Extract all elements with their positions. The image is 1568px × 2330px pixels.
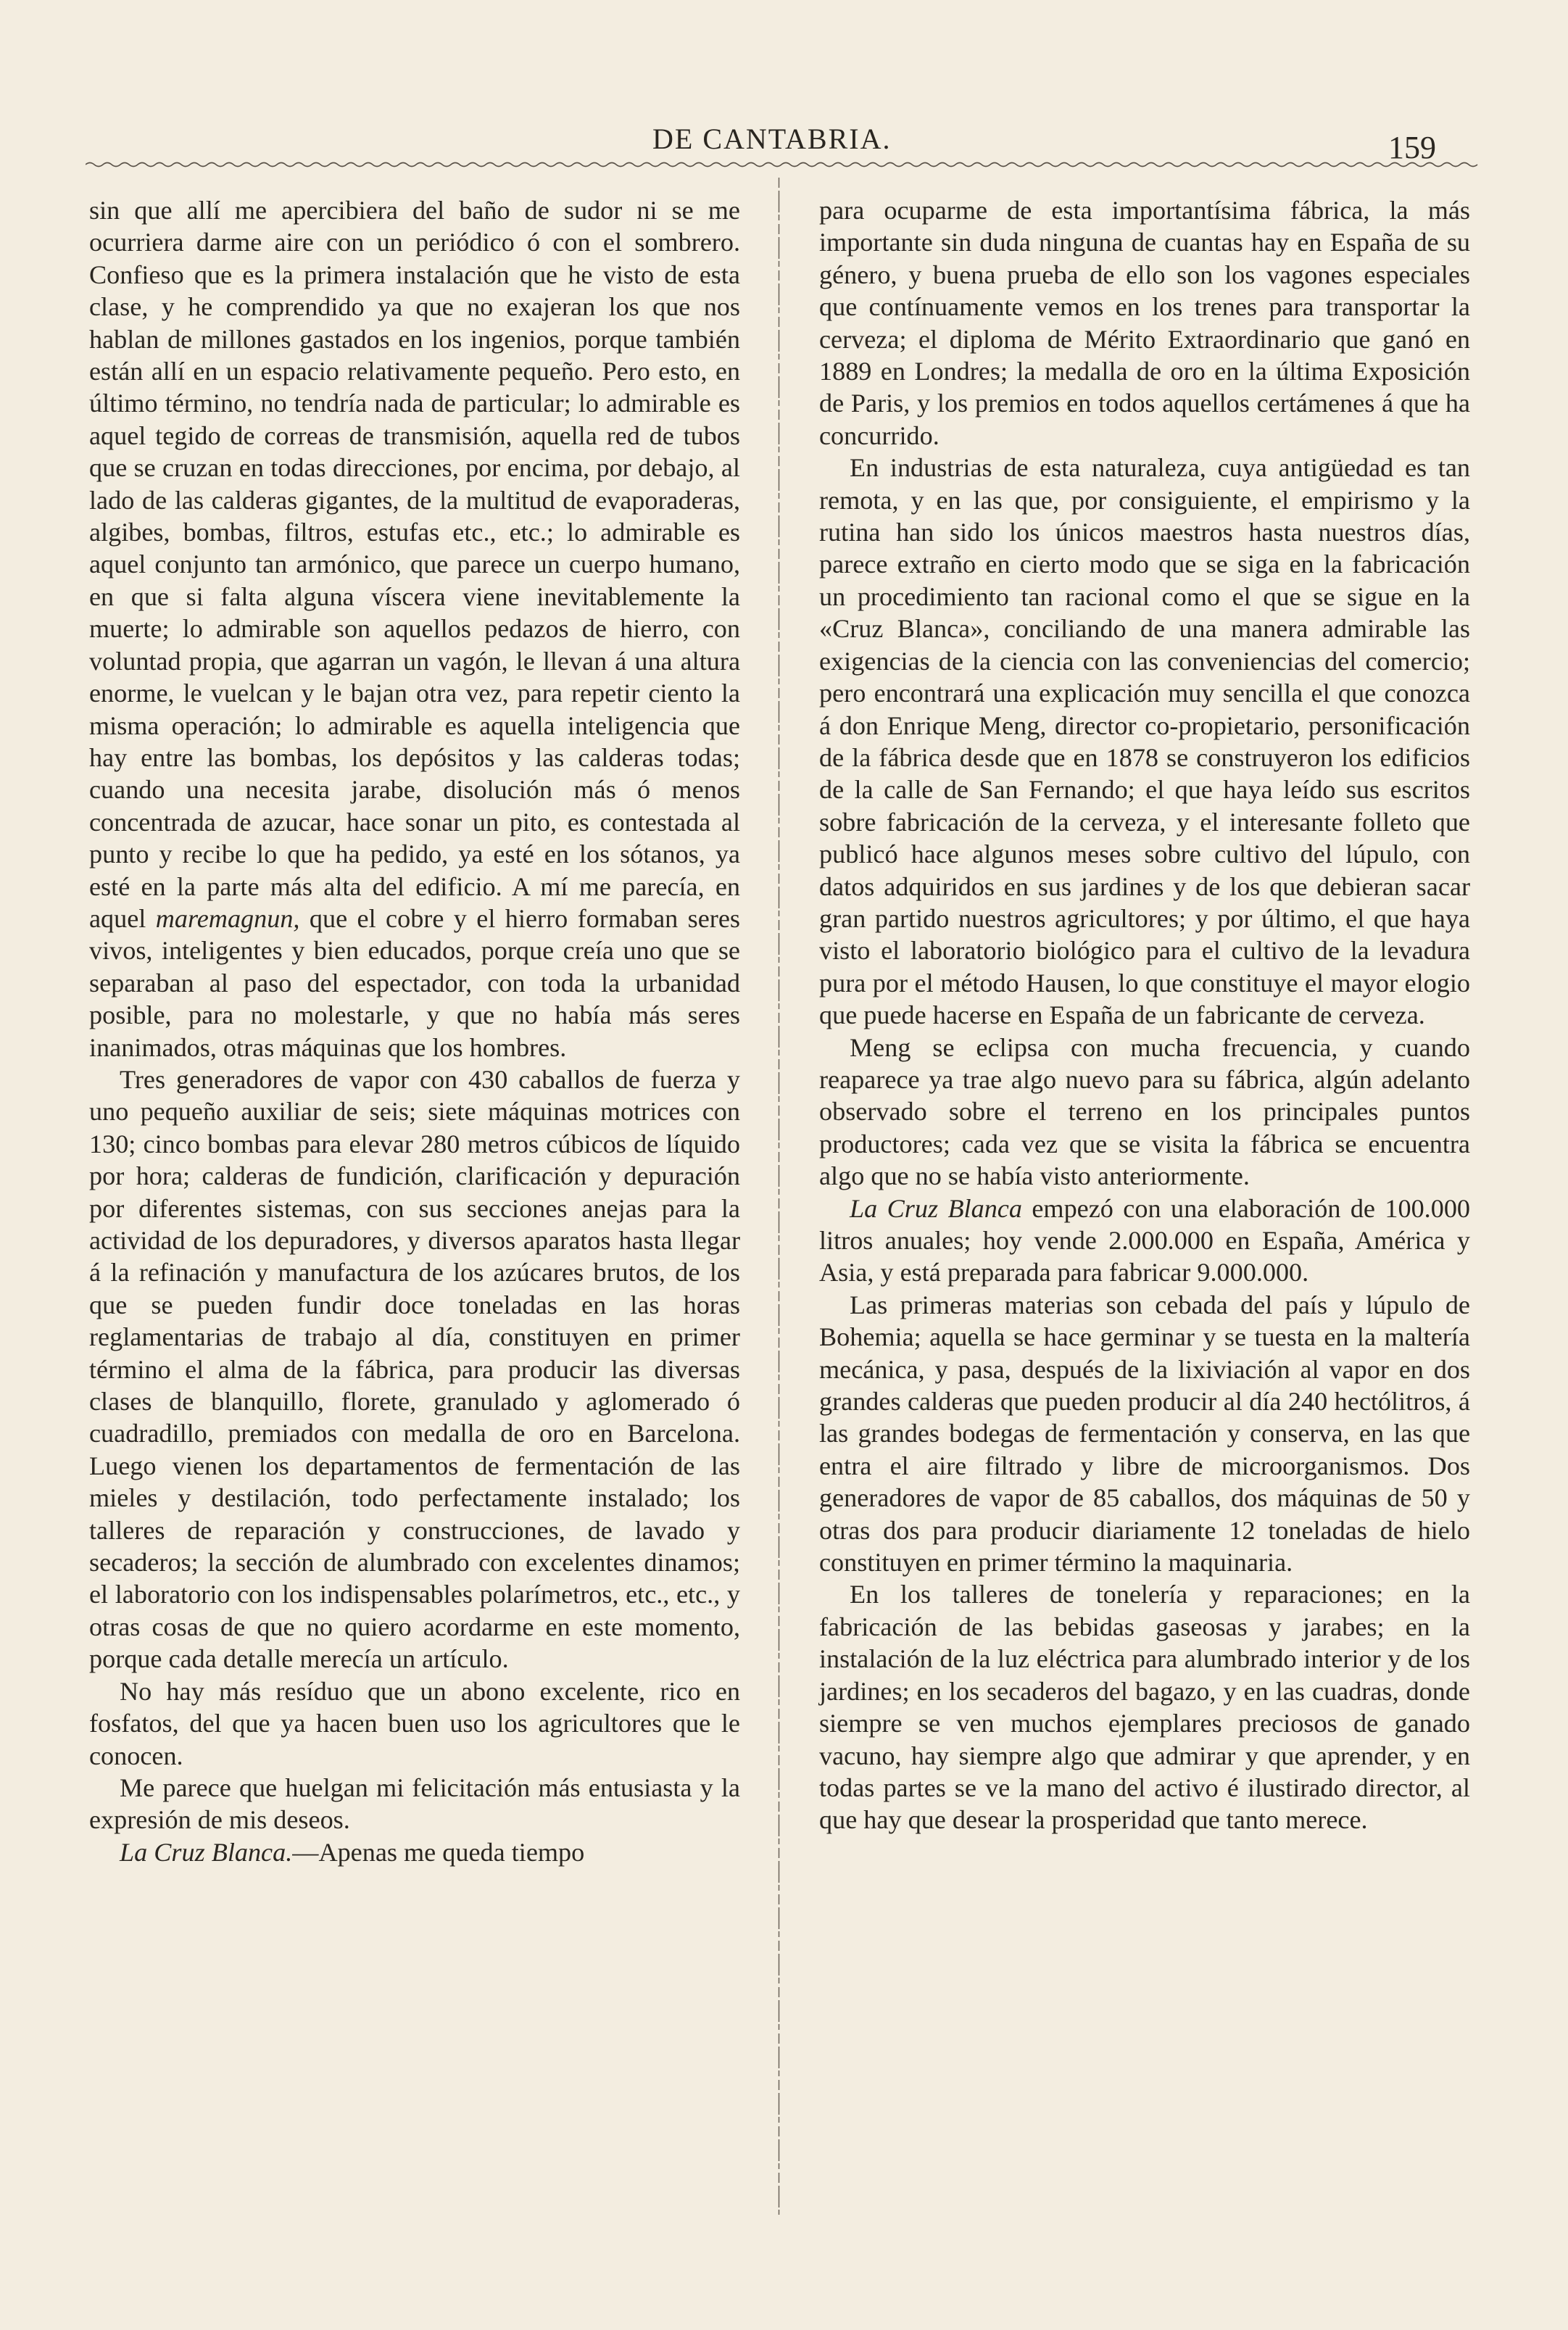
section-heading-italic: La Cruz Blanca.: [120, 1837, 293, 1867]
paragraph: Tres generadores de vapor con 430 caballos de fuerza y uno pequeño auxiliar de seis; siete máquinas motrices con 130; cinco bombas para elevar 280 metros cúbicos de líquido por hora; calderas de fundición, clarificación y depuración por diferentes sistemas, con sus secciones anejas para la actividad de los depuradores, y diversos aparatos hasta llegar á la refinación y manufactura de los azúcares brutos, de los que se pueden fundir doce toneladas en las horas reglamentarias de trabajo al día, constituyen en primer término el alma de la fábrica, para producir las diversas clases de blanquillo, florete, granulado y aglomerado ó cuadradillo, premiados con medalla de oro en Barcelona. Luego vienen los departamentos de fermentación de las mieles y destilación, todo perfectamente instalado; los talleres de reparación y construcciones, de lavado y secaderos; la sección de alumbrado con excelentes dinamos; el laboratorio con los indispensables polarímetros, etc., etc., y otras cosas de que no quiero acordarme en este momento, porque cada detalle merecía un artículo.: [89, 1064, 740, 1674]
paragraph: Meng se eclipsa con mucha frecuencia, y cuando reaparece ya trae algo nuevo para su fábrica, algún adelanto observado sobre el terreno en los principales puntos productores; cada vez que se visita la fábrica se encuentra algo que no se había visto anteriormente.: [819, 1032, 1470, 1191]
paragraph: [819, 1193, 1470, 1289]
column-divider: [778, 178, 780, 2215]
paragraph: Me parece que huelgan mi felicitación más entusiasta y la expresión de mis deseos.: [89, 1773, 740, 1835]
paragraph-text: —Apenas me queda tiempo: [292, 1837, 585, 1867]
paragraph: [89, 194, 740, 1064]
paragraph: para ocuparme de esta importantísima fábrica, la más importante sin duda ninguna de cuantas hay en España de su género, y buena prueba de ello son los vagones especiales que contínuamente vemos en los trenes para transportar la cerveza; el diploma de Mérito Extraordinario que ganó en 1889 en Londres; la medalla de oro en la última Exposición de Paris, y los premios en todos aquellos certámenes á que ha concurrido.: [819, 196, 1470, 450]
paragraph: [89, 1836, 740, 1868]
paragraph-text: empezó con una elaboración de 100.000 litros anuales; hoy vende 2.000.000 en España, América y Asia, y está preparada para fabricar 9.000.000.: [819, 1193, 1471, 1288]
page-number: 159: [1388, 130, 1436, 165]
italic-term: La Cruz Blanca: [850, 1193, 1022, 1223]
paragraph: Las primeras materias son cebada del país y lúpulo de Bohemia; aquella se hace germinar y se tuesta en la maltería mecánica, y pasa, después de la lixiviación al vapor en dos grandes calderas que pueden producir al día 240 hectólitros, á las grandes bodegas de fermentación y conserva, en las que entra el aire filtrado y libre de microorganismos. Dos generadores de vapor de 85 caballos, dos máquinas de 50 y otras dos para producir diariamente 12 toneladas de hielo constituyen en primer término la maquinaria.: [819, 1290, 1470, 1577]
paragraph-text: sin que allí me apercibiera del baño de sudor ni se me ocurriera darme aire con un periódico ó con el sombrero. Confieso que es la primera instalación que he visto de esta clase, y he comprendido ya que no exajeran los que nos hablan de millones gastados en los ingenios, porque también están allí en un espacio relativamente pequeño. Pero esto, en último término, no tendría nada de particular; lo admirable es aquel tegido de correas de transmisión, aquella red de tubos que se cruzan en todas direcciones, por encima, por debajo, al lado de las calderas gigantes, de la multitud de evaporaderas, algibes, bombas, filtros, estufas etc., etc.; lo admirable es aquel conjunto tan armónico, que parece un cuerpo humano, en que si falta alguna víscera viene inevitablemente la muerte; lo admirable son aquellos pedazos de hierro, con voluntad propia, que agarran un vagón, le llevan á una altura enorme, le vuelcan y le bajan otra vez, para repetir ciento la misma operación; lo admirable es aquella inteligencia que hay entre las bombas, los depósitos y las calderas todas; cuando una necesita jarabe, disolución más ó menos concentrada de azucar, hace sonar un pito, es contestada al punto y recibe lo que ha pedido, ya esté en los sótanos, ya esté en la parte más alta del edificio. A mí me parecía, en aquel: [89, 196, 740, 933]
paragraph: En industrias de esta naturaleza, cuya antigüedad es tan remota, y en las que, por consiguiente, el empirismo y la rutina han sido los únicos maestros hasta nuestros días, parece extraño en cierto modo que se siga en la fabricación un procedimiento tan racional como el que se sigue en la «Cruz Blanca», conciliando de una manera admirable las exigencias de la ciencia con las conveniencias del comercio; pero encontrará una explicación muy sencilla el que conozca á don Enrique Meng, director co-propietario, personificación de la fábrica desde que en 1878 se construyeron los edificios de la calle de San Fernando; el que haya leído sus escritos sobre fabricación de la cerveza, y el interesante folleto que publicó hace algunos meses sobre cultivo del lúpulo, con datos adquiridos en sus jardines y de los que debieran sacar gran partido nuestros agricultores; y por último, el que haya visto el laboratorio biológico para el cultivo de la levadura pura por el método Hausen, lo que constituye el mayor elogio que puede hacerse en España de un fabricante de cerveza.: [819, 453, 1470, 1030]
page-header: [0, 116, 1568, 167]
header-ornamental-rule: [86, 161, 1481, 168]
paragraph: No hay más resíduo que un abono excelente, rico en fosfatos, del que ya hacen buen uso los agricultores que le conocen.: [89, 1676, 740, 1770]
right-column: [819, 194, 1470, 1836]
italic-term: maremagnun,: [155, 903, 300, 933]
paragraph: En los talleres de tonelería y reparaciones; en la fabricación de las bebidas gaseosas y jarabes; en la instalación de la luz eléctrica para alumbrado interior y de los jardines; en los secaderos del bagazo, y en las cuadras, donde siempre se ven muchos ejemplares preciosos de ganado vacuno, hay siempre algo que admirar y que aprender, y en todas partes se ve la mano del activo é ilustirado director, al que hay que desear la prosperidad que tanto merece.: [819, 1580, 1470, 1835]
left-column: [89, 194, 740, 1868]
running-title: DE CANTABRIA.: [652, 123, 892, 155]
paragraph-text: que el cobre y el hierro formaban seres vivos, inteligentes y bien educados, porque creía uno que se separaban al paso del espectador, con toda la urbanidad posible, para no molestarle, y que no había más seres inanimados, otras máquinas que los hombres.: [89, 903, 741, 1062]
